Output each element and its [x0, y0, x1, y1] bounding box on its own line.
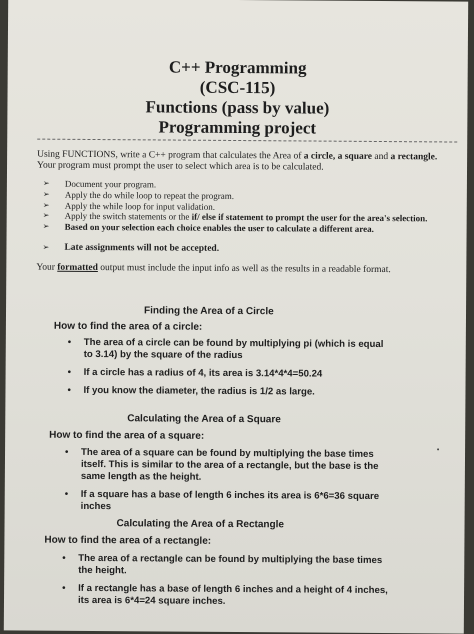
requirement-text: Apply the while loop for input validation. [64, 200, 216, 212]
list-item [65, 489, 391, 515]
output-note-post: output must include the input info as well as the results in a readable format. [97, 263, 391, 276]
output-note-pre: Your [36, 262, 58, 273]
late-note [42, 243, 442, 257]
bullet-icon: • [67, 336, 72, 348]
late-note-text: Late assignments will not be accepted. [64, 242, 220, 254]
square-bullets [65, 447, 391, 521]
list-item [68, 337, 388, 363]
arrow-bullet-icon: ➢ [42, 242, 50, 252]
intro-text: Using FUNCTIONS, write a C++ program that calculates the Area of [37, 149, 304, 162]
topic-title: Functions (pass by value) [145, 97, 330, 118]
bullet-icon: • [67, 384, 71, 396]
rectangle-howto: How to find the area of a rectangle: [44, 534, 212, 547]
arrow-bullet-icon: ➢ [42, 211, 50, 221]
list-item-text: The area of a rectangle can be found by multiplying the base times the height. [78, 552, 383, 577]
square-section-title: Calculating the Area of a Square [127, 413, 281, 426]
intro-rectangle: a rectangle. [390, 152, 438, 163]
project-title: Programming project [158, 117, 317, 138]
bullet-icon: • [62, 552, 66, 564]
document-page [4, 0, 468, 634]
output-note [36, 263, 456, 277]
bullet-icon: • [62, 582, 66, 594]
intro-shapes: a circle, a square [303, 151, 373, 162]
requirements-list [43, 179, 453, 236]
arrow-bullet-icon: ➢ [42, 178, 50, 188]
list-item [65, 447, 391, 485]
rectangle-section-title: Calculating the Area of a Rectangle [116, 518, 285, 531]
list-item [67, 385, 387, 399]
rectangle-bullets [62, 553, 390, 615]
bullet-icon: • [65, 446, 69, 458]
list-item [68, 367, 388, 381]
requirement-text: Document your program. [64, 178, 157, 190]
list-item-text: If a circle has a radius of 4, its area is 3.14*4*4=50.24 [83, 366, 323, 380]
requirement-text: Based on your selection each choice enables the user to calculate a different area. [64, 221, 374, 235]
list-item-text: The area of a circle can be found by multiplying pi (which is equal to 3.14) by the square of the radius [83, 336, 384, 362]
list-item [62, 553, 390, 579]
requirement-text-plain: Apply the switch statements or the [64, 211, 192, 223]
arrow-bullet-icon: ➢ [42, 189, 50, 199]
requirement-text-bold: if/ else if statement to prompt the user for the area's selection. [191, 212, 428, 224]
dashed-divider [37, 139, 457, 143]
square-howto: How to find the area of a square: [49, 429, 205, 442]
arrow-bullet-icon: ➢ [42, 221, 50, 231]
circle-bullets [67, 337, 387, 405]
circle-section-title: Finding the Area of a Circle [143, 305, 274, 318]
intro-line-2: Your program must prompt the user to select which area is to be calculated. [37, 160, 324, 173]
intro-and: and [371, 151, 391, 163]
list-item-text: If a square has a base of length 6 inches its area is 6*6=36 square inches [80, 488, 380, 513]
list-item-text: If you know the diameter, the radius is 1/2 as large. [83, 384, 315, 398]
list-item-text: If a rectangle has a base of length 6 inches and a height of 4 inches, its area is 6*4=24 square inches. [77, 582, 388, 607]
list-item-text: The area of a square can be found by multiplying the base times itself. This is similar to the area of a rectangle, but the base is the same length as the height. [80, 446, 379, 483]
requirement-text: Apply the do while loop to repeat the program. [64, 189, 235, 201]
arrow-bullet-icon: ➢ [42, 200, 50, 210]
bullet-icon: • [64, 488, 69, 500]
circle-howto: How to find the area of a circle: [53, 320, 203, 333]
paper-speck [437, 448, 439, 450]
course-title: C++ Programming [168, 57, 307, 78]
bullet-icon: • [67, 366, 72, 378]
list-item [62, 583, 390, 609]
output-note-underlined: formatted [57, 262, 98, 274]
course-code: (CSC-115) [199, 77, 276, 98]
